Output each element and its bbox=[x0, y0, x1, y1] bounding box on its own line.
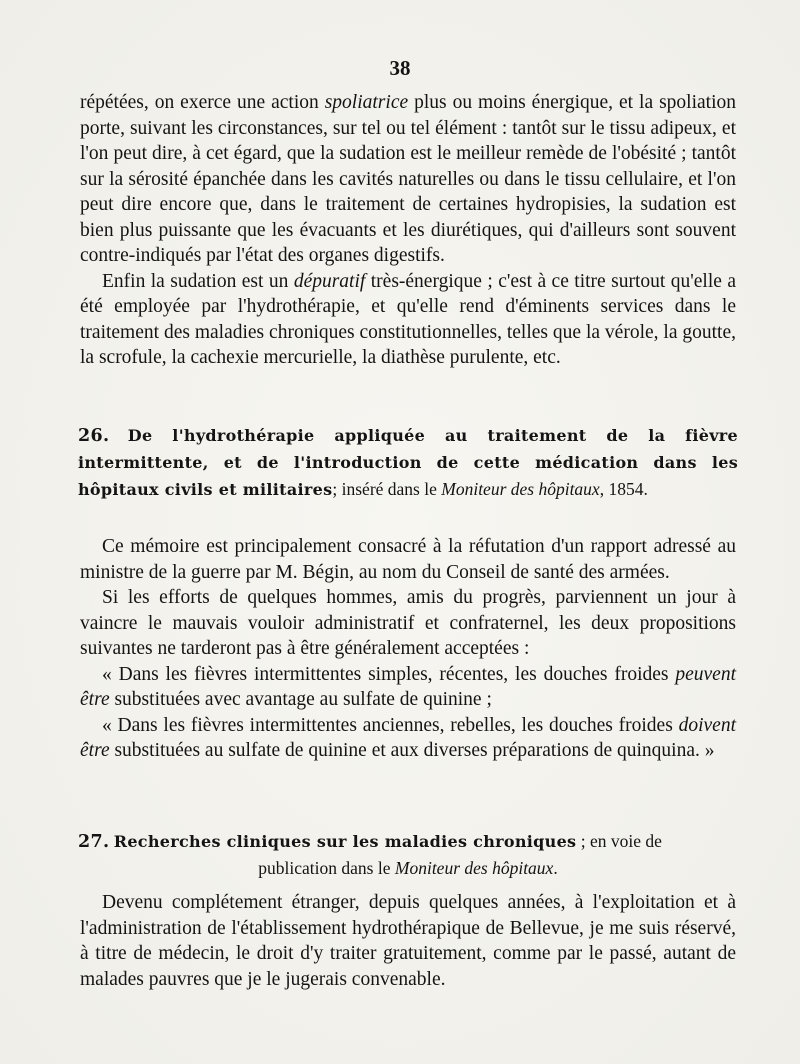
italic-term: dépuratif bbox=[293, 270, 366, 292]
paragraph-memoire: Ce mémoire est principalement consacré à la réfutation d'un rapport adressé au ministre de la guerre par M. Bégin, au nom du Conseil de santé des armées. bbox=[80, 536, 736, 583]
paragraph-propositions: Si les efforts de quelques hommes, amis du progrès, parviennent un jour à vaincre le mauvais vouloir administratif et confraternel, les deux propositions suivantes ne tarderont pas à être généralement acceptées : bbox=[80, 587, 736, 659]
journal-name: Moniteur des hôpitaux bbox=[394, 858, 554, 878]
bibliography-entry-26: 26. De l'hydrothérapie appliquée au traitement de la fièvre intermittente, et de l'introduction de cette médication dans les hôpitaux civils et militaires; inséré dans le Moniteur des hôpitaux, 1854. bbox=[78, 426, 739, 499]
entry-number: 27. bbox=[78, 832, 110, 852]
quote-2: « Dans les fièvres intermittentes anciennes, rebelles, les douches froides doivent être substituées au sulfate de quinine et aux diverses préparations de quinquina. » bbox=[80, 714, 736, 761]
text-block-top bbox=[80, 90, 736, 371]
bibliography-entry-27: 27. Recherches cliniques sur les maladies chroniques ; en voie de publication dans le Moniteur des hôpitaux. bbox=[78, 831, 662, 878]
text-block-middle bbox=[80, 534, 736, 764]
entry-number: 26. bbox=[78, 426, 110, 446]
text-block-bottom bbox=[80, 890, 736, 992]
journal-name: Moniteur des hôpitaux bbox=[441, 479, 600, 499]
paragraph-bellevue: Devenu complétement étranger, depuis quelques années, à l'exploitation et à l'administration de l'établissement hydrothérapique de Bellevue, je me suis réservé, à titre de médecin, le droit d'y traiter gratuitement, comme par le passé, autant de malades pauvres que je le jugerais convenable. bbox=[80, 892, 736, 990]
paragraph-sudation: répétées, on exerce une action spoliatrice plus ou moins énergique, et la spoliation porte, suivant les circonstances, sur tel ou tel élément : tantôt sur le tissu adipeux, et l'on peut dire, à cet égard, que la sudation est le meilleur remède de l'obésité ; tantôt sur la sérosité épanchée dans les cavités naturelles ou dans le tissu cellulaire, et l'on peut dire encore que, dans le traitement de certaines hydropisies, la sudation est bien plus puissante que les évacuants et les diurétiques, qui d'ailleurs sont souvent contre-indiqués par l'état des organes digestifs. bbox=[80, 92, 736, 266]
quote-1: « Dans les fièvres intermittentes simples, récentes, les douches froides peuvent être substituées avec avantage au sulfate de quinine ; bbox=[80, 663, 736, 710]
entry-title: De l'hydrothérapie appliquée au traitement de la fièvre intermittente, et de l'introduction de cette médication dans les hôpitaux civils et militaires bbox=[78, 426, 739, 499]
page-number: 38 bbox=[389, 56, 411, 80]
italic-term: spoliatrice bbox=[324, 92, 409, 113]
paragraph-depuratif: Enfin la sudation est un dépuratif très-énergique ; c'est à ce titre surtout qu'elle a été employée par l'hydrothérapie, et qu'elle rend d'éminents services dans le traitement des maladies chroniques constitutionnelles, telles que la vérole, la goutte, la scrofule, la cachexie mercurielle, la diathèse purulente, etc. bbox=[80, 270, 736, 368]
entry-title: Recherches cliniques sur les maladies chroniques bbox=[113, 832, 577, 851]
